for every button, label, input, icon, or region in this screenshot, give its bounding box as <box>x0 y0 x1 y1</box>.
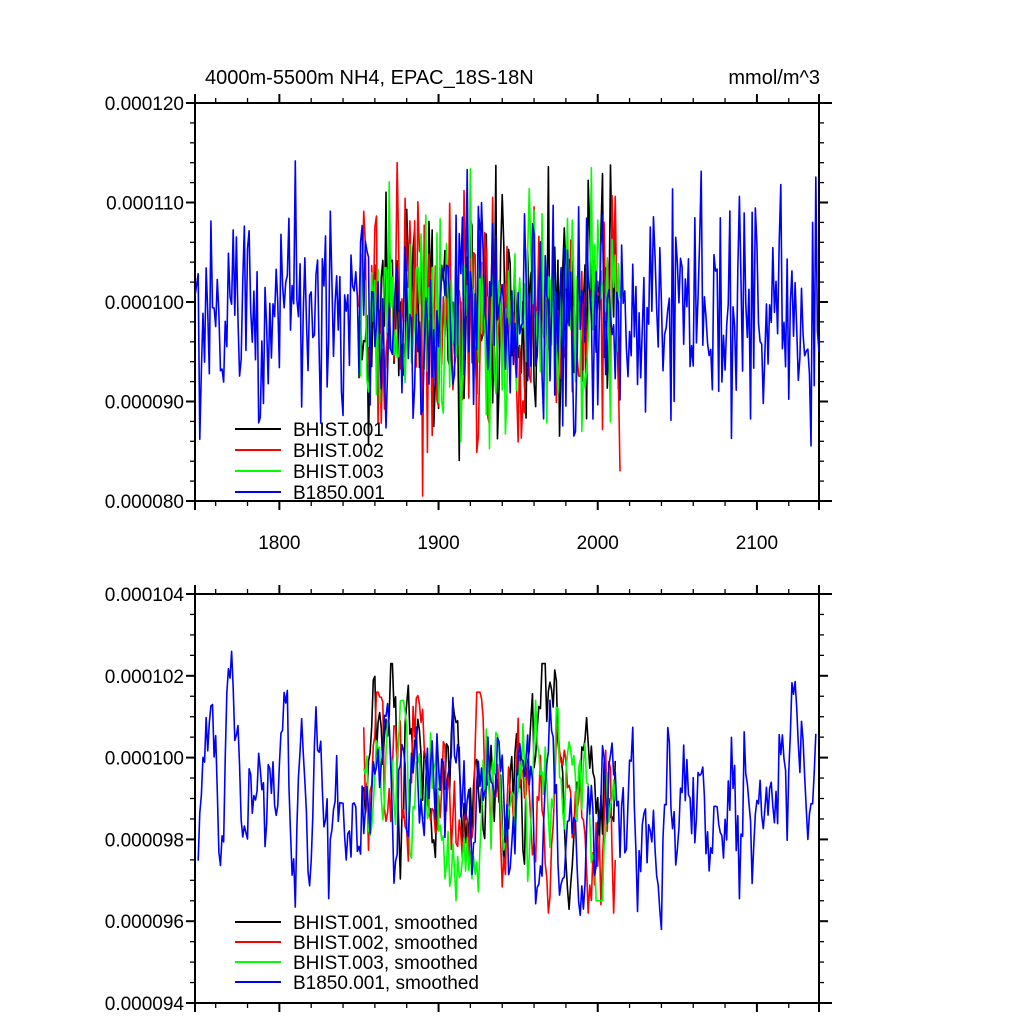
legend-label-BHIST.001-smoothed: BHIST.001, smoothed <box>293 913 478 934</box>
legend-label-B1850.001: B1850.001 <box>293 483 385 504</box>
legend-label-B1850.001-smoothed: B1850.001, smoothed <box>293 973 479 994</box>
y-tick-label: 0.000094 <box>104 994 184 1015</box>
y-tick-label: 0.000090 <box>104 392 184 414</box>
legend-label-BHIST.001: BHIST.001 <box>293 420 384 441</box>
y-tick-label: 0.000120 <box>104 94 184 115</box>
y-tick-label: 0.000100 <box>104 748 184 770</box>
y-tick-label: 0.000098 <box>104 830 184 852</box>
legend-bottom <box>235 913 479 994</box>
units-label: mmol/m^3 <box>728 67 820 89</box>
legend-label-BHIST.002-smoothed: BHIST.002, smoothed <box>293 933 478 954</box>
panel-bottom <box>105 585 832 1015</box>
panel-top <box>105 94 832 554</box>
x-tick-label: 1900 <box>417 533 460 554</box>
legend-label-BHIST.003: BHIST.003 <box>293 462 384 483</box>
y-tick-label: 0.000104 <box>104 585 184 606</box>
chart-title: 4000m-5500m NH4, EPAC_18S-18N <box>205 67 534 89</box>
y-tick-label: 0.000100 <box>104 293 184 314</box>
legend-top <box>235 420 385 504</box>
legend-label-BHIST.002: BHIST.002 <box>293 441 384 462</box>
y-tick-label: 0.000110 <box>106 193 184 215</box>
x-tick-label: 1800 <box>258 533 301 554</box>
x-tick-label: 2000 <box>576 533 619 554</box>
panels-group <box>105 94 832 1015</box>
y-tick-label: 0.000080 <box>104 492 184 513</box>
x-tick-label: 2100 <box>735 533 779 554</box>
legend-label-BHIST.003-smoothed: BHIST.003, smoothed <box>293 953 478 974</box>
y-tick-label: 0.000096 <box>104 912 184 934</box>
y-tick-label: 0.000102 <box>104 666 184 688</box>
